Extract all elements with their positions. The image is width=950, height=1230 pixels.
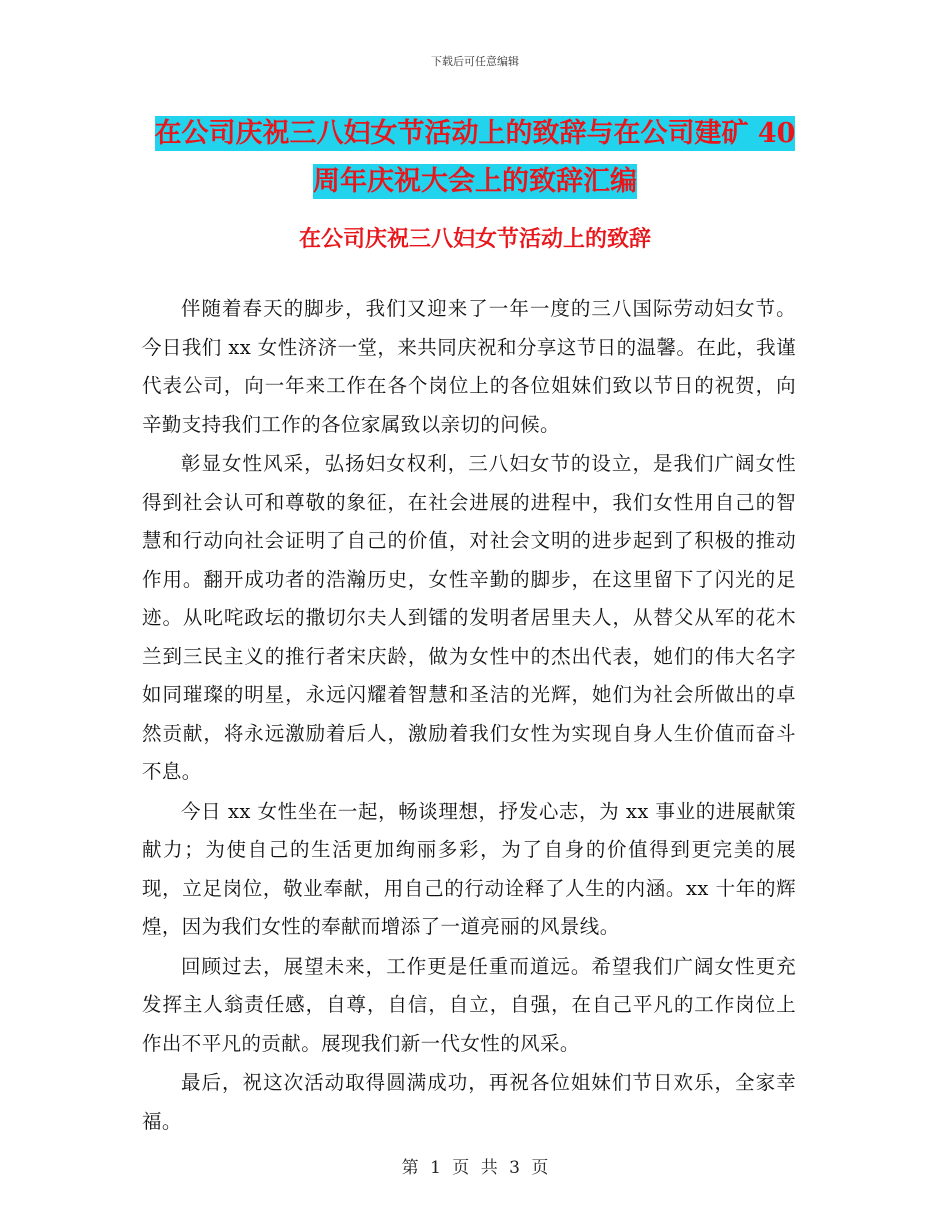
- page-footer: 第 1 页 共 3 页: [401, 1158, 549, 1178]
- paragraph: 最后，祝这次活动取得圆满成功，再祝各位姐妹们节日欢乐，全家幸福。: [142, 1071, 796, 1133]
- section-title: 在公司庆祝三八妇女节活动上的致辞: [298, 226, 651, 252]
- document-title-text: 在公司庆祝三八妇女节活动上的致辞与在公司建矿 40 周年庆祝大会上的致辞汇编: [154, 118, 796, 197]
- paragraph: 彰显女性风采，弘扬妇女权利，三八妇女节的设立，是我们广阔女性得到社会认可和尊敬的象征，在社会进展的进程中，我们女性用自己的智慧和行动向社会证明了自己的价值，对社会文明的进步起到了积极的推动作用。翻开成功者的浩瀚历史，女性辛勤的脚步，在这里留下了闪光的足迹。从叱咤政坛的撒切尔夫人到镭的发明者居里夫人，从替父从军的花木兰到三民主义的推行者宋庆龄，做为女性中的杰出代表，她们的伟大名字如同璀璨的明星，永远闪耀着智慧和圣洁的光辉，她们为社会所做出的卓然贡献，将永远激励着后人，激励着我们女性为实现自身人生价值而奋斗不息。: [142, 452, 796, 783]
- document-title: [140, 110, 810, 206]
- paragraph: 回顾过去，展望未来，工作更是任重而道远。希望我们广阔女性更充发挥主人翁责任感，自尊，自信，自立，自强，在自己平凡的工作岗位上作出不平凡的贡献。展现我们新一代女性的风采。: [142, 954, 796, 1055]
- paragraph: 今日 xx 女性坐在一起，畅谈理想，抒发心志，为 xx 事业的进展献策献力；为使自己的生活更加绚丽多彩，为了自身的价值得到更完美的展现，立足岗位，敬业奉献，用自己的行动诠释了人生的内涵。xx 十年的辉煌，因为我们女性的奉献而增添了一道亮丽的风景线。: [142, 799, 796, 938]
- document-body: [142, 290, 796, 1142]
- header-note: 下载后可任意编辑: [431, 55, 519, 68]
- paragraph: 伴随着春天的脚步，我们又迎来了一年一度的三八国际劳动妇女节。今日我们 xx 女性济济一堂，来共同庆祝和分享这节日的温馨。在此，我谨代表公司，向一年来工作在各个岗位上的各位姐妹们致以节日的祝贺，向辛勤支持我们工作的各位家属致以亲切的问候。: [142, 297, 796, 436]
